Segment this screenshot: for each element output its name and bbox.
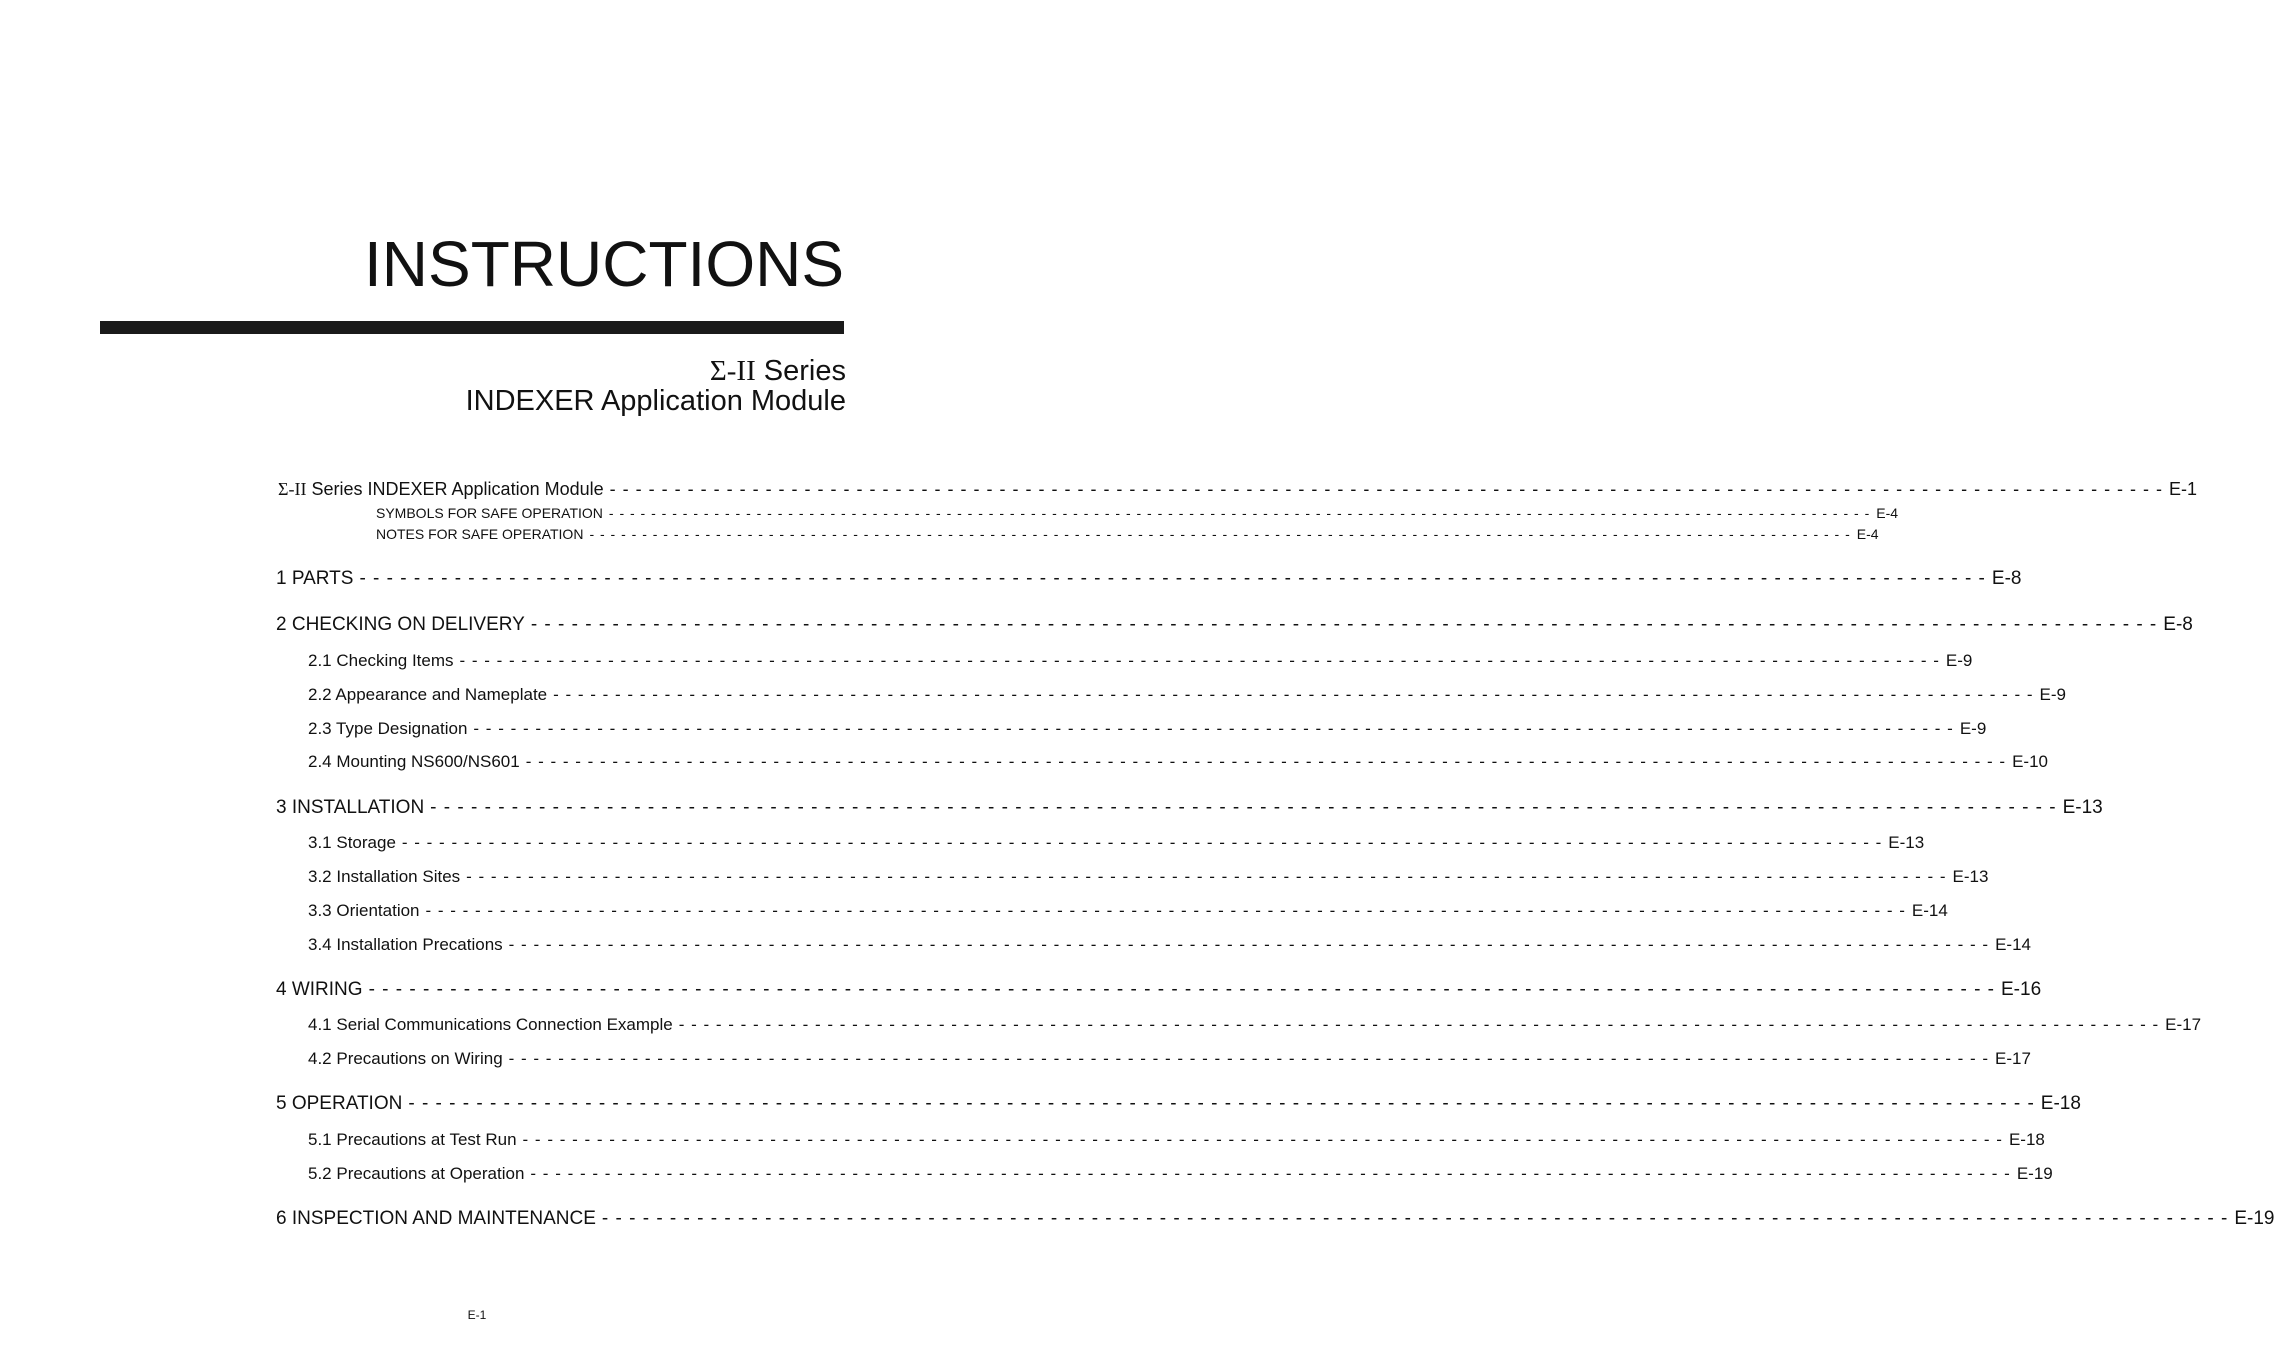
dot-leader: - - - - - - - - - - - - - - - - - - - - - - - - - - - - - - - - - - - - - - - - - - - - - - - - - - - - - - - - - - - - - - - - - - - - - - - - - - - - - - - - - - - - - - - - - - - - - - - - - - - - - - - - - - - - - - - - - - - - - - - - [508, 935, 1990, 954]
page-footer-number: E-1 [467, 1308, 487, 1322]
toc-item-label: 3.4 Installation Precations [308, 935, 503, 954]
toc-section-4[interactable] [276, 979, 2042, 1001]
toc-item-4-2[interactable] [308, 1049, 2031, 1069]
toc-section-label: 5 OPERATION [276, 1093, 403, 1114]
title-rule [100, 321, 844, 334]
dot-leader: - - - - - - - - - - - - - - - - - - - - - - - - - - - - - - - - - - - - - - - - - - - - - - - - - - - - - - - - - - - - - - - - - - - - - - - - - - - - - - - - - - - - - - - - - - - - - - - - - - - - - - - - - - - - - - - - - - - - - - - - [608, 505, 1871, 521]
toc-page-number: E-17 [2165, 1015, 2202, 1034]
toc-page-number: E-13 [1952, 867, 1989, 886]
toc-section-2[interactable] [276, 614, 2193, 636]
toc-page-number: E-4 [1856, 526, 1879, 542]
toc-item-label: 4.2 Precautions on Wiring [308, 1049, 503, 1068]
toc-entry-text: Series INDEXER Application Module [311, 479, 604, 499]
toc-section-label: 2 CHECKING ON DELIVERY [276, 614, 525, 635]
subtitle [466, 356, 846, 416]
toc-page-number: E-17 [1995, 1049, 2031, 1068]
toc-entry-notes-safe-operation[interactable] [376, 526, 1879, 542]
dot-leader: - - - - - - - - - - - - - - - - - - - - - - - - - - - - - - - - - - - - - - - - - - - - - - - - - - - - - - - - - - - - - - - - - - - - - - - - - - - - - - - - - - - - - - - - - - - - - - - - - - - - - - - - - - - - - - - - - - - - - - - - [473, 719, 1954, 738]
toc-section-5[interactable] [276, 1093, 2081, 1115]
dot-leader: - - - - - - - - - - - - - - - - - - - - - - - - - - - - - - - - - - - - - - - - - - - - - - - - - - - - - - - - - - - - - - - - - - - - - - - - - - - - - - - - - - - - - - - - - - - - - - - - - - - - - - - - - - - - - - - - - - - - - - - - [401, 833, 1883, 852]
toc-section-label: 4 WIRING [276, 979, 363, 1000]
dot-leader: - - - - - - - - - - - - - - - - - - - - - - - - - - - - - - - - - - - - - - - - - - - - - - - - - - - - - - - - - - - - - - - - - - - - - - - - - - - - - - - - - - - - - - - - - - - - - - - - - - - - - - - - - - - - - - - - - - - - - - - - [508, 1049, 1990, 1068]
subtitle-line-2: INDEXER Application Module [465, 385, 846, 417]
toc-entry-label: NOTES FOR SAFE OPERATION [376, 526, 584, 542]
toc-item-2-3[interactable] [308, 719, 1987, 739]
toc-section-label: 1 PARTS [276, 568, 354, 589]
toc-item-2-1[interactable] [308, 651, 1973, 671]
toc-section-3[interactable] [276, 797, 2103, 819]
toc-item-label: 2.1 Checking Items [308, 651, 454, 670]
toc-item-label: 2.2 Appearance and Nameplate [308, 685, 548, 704]
toc-page-number: E-9 [1945, 651, 1973, 670]
dot-leader: - - - - - - - - - - - - - - - - - - - - - - - - - - - - - - - - - - - - - - - - - - - - - - - - - - - - - - - - - - - - - - - - - - - - - - - - - - - - - - - - - - - - - - - - - - - - - - - - - - - - - - - - - - - - - - - - - - - - - - - - [589, 526, 1851, 542]
dot-leader: - - - - - - - - - - - - - - - - - - - - - - - - - - - - - - - - - - - - - - - - - - - - - - - - - - - - - - - - - - - - - - - - - - - - - - - - - - - - - - - - - - - - - - - - - - - - - - - - - - - - - - - - - - - - - - - - - - - - - - - - [601, 1208, 2229, 1229]
toc-entry-symbols-safe-operation[interactable] [376, 505, 1899, 521]
toc-item-label: 3.2 Installation Sites [308, 867, 461, 886]
toc-item-3-4[interactable] [308, 935, 2031, 955]
toc-entry-label: SYMBOLS FOR SAFE OPERATION [376, 505, 603, 521]
toc-item-3-2[interactable] [308, 867, 1989, 887]
toc-item-5-1[interactable] [308, 1130, 2045, 1150]
dot-leader: - - - - - - - - - - - - - - - - - - - - - - - - - - - - - - - - - - - - - - - - - - - - - - - - - - - - - - - - - - - - - - - - - - - - - - - - - - - - - - - - - - - - - - - - - - - - - - - - - - - - - - - - - - - - - - - - - - - - - - - - [522, 1130, 2003, 1149]
dot-leader: - - - - - - - - - - - - - - - - - - - - - - - - - - - - - - - - - - - - - - - - - - - - - - - - - - - - - - - - - - - - - - - - - - - - - - - - - - - - - - - - - - - - - - - - - - - - - - - - - - - - - - - - - - - - - - - - - - - - - - - - [609, 479, 2164, 499]
toc-item-4-1[interactable] [308, 1015, 2202, 1035]
toc-item-3-3[interactable] [308, 901, 1948, 921]
dot-leader: - - - - - - - - - - - - - - - - - - - - - - - - - - - - - - - - - - - - - - - - - - - - - - - - - - - - - - - - - - - - - - - - - - - - - - - - - - - - - - - - - - - - - - - - - - - - - - - - - - - - - - - - - - - - - - - - - - - - - - - - [525, 752, 2007, 771]
dot-leader: - - - - - - - - - - - - - - - - - - - - - - - - - - - - - - - - - - - - - - - - - - - - - - - - - - - - - - - - - - - - - - - - - - - - - - - - - - - - - - - - - - - - - - - - - - - - - - - - - - - - - - - - - - - - - - - - - - - - - - - - [408, 1093, 2035, 1114]
toc-page-number: E-19 [2234, 1208, 2274, 1229]
toc-item-label: 3.1 Storage [308, 833, 396, 852]
page-title: INSTRUCTIONS [364, 228, 844, 300]
toc-section-6[interactable] [276, 1208, 2274, 1230]
toc-item-label: 4.1 Serial Communications Connection Example [308, 1015, 673, 1034]
dot-leader: - - - - - - - - - - - - - - - - - - - - - - - - - - - - - - - - - - - - - - - - - - - - - - - - - - - - - - - - - - - - - - - - - - - - - - - - - - - - - - - - - - - - - - - - - - - - - - - - - - - - - - - - - - - - - - - - - - - - - - - - [530, 1164, 2011, 1183]
toc-page-number: E-16 [2001, 979, 2042, 1000]
toc-section-label: 6 INSPECTION AND MAINTENANCE [276, 1208, 596, 1229]
toc-section-1[interactable] [276, 568, 2022, 590]
toc-item-2-4[interactable] [308, 752, 2049, 772]
toc-page-number: E-9 [2039, 685, 2066, 704]
toc-item-5-2[interactable] [308, 1164, 2053, 1184]
dot-leader: - - - - - - - - - - - - - - - - - - - - - - - - - - - - - - - - - - - - - - - - - - - - - - - - - - - - - - - - - - - - - - - - - - - - - - - - - - - - - - - - - - - - - - - - - - - - - - - - - - - - - - - - - - - - - - - - - - - - - - - - [553, 685, 2034, 704]
toc-entry-intro[interactable] [278, 479, 2198, 500]
toc-page-number: E-9 [1959, 719, 1987, 738]
toc-page-number: E-14 [1995, 935, 2031, 954]
toc-page-number: E-13 [1888, 833, 1925, 852]
toc-entry-label [278, 479, 604, 500]
dot-leader: - - - - - - - - - - - - - - - - - - - - - - - - - - - - - - - - - - - - - - - - - - - - - - - - - - - - - - - - - - - - - - - - - - - - - - - - - - - - - - - - - - - - - - - - - - - - - - - - - - - - - - - - - - - - - - - - - - - - - - - - [368, 979, 1995, 1000]
sigma-ii-symbol: Σ-II [709, 355, 756, 387]
toc-item-label: 2.4 Mounting NS600/NS601 [308, 752, 520, 771]
dot-leader: - - - - - - - - - - - - - - - - - - - - - - - - - - - - - - - - - - - - - - - - - - - - - - - - - - - - - - - - - - - - - - - - - - - - - - - - - - - - - - - - - - - - - - - - - - - - - - - - - - - - - - - - - - - - - - - - - - - - - - - - [425, 901, 1906, 920]
toc-item-label: 5.1 Precautions at Test Run [308, 1130, 517, 1149]
dot-leader: - - - - - - - - - - - - - - - - - - - - - - - - - - - - - - - - - - - - - - - - - - - - - - - - - - - - - - - - - - - - - - - - - - - - - - - - - - - - - - - - - - - - - - - - - - - - - - - - - - - - - - - - - - - - - - - - - - - - - - - - [466, 867, 1947, 886]
toc-item-label: 3.3 Orientation [308, 901, 420, 920]
toc-item-2-2[interactable] [308, 685, 2066, 705]
dot-leader: - - - - - - - - - - - - - - - - - - - - - - - - - - - - - - - - - - - - - - - - - - - - - - - - - - - - - - - - - - - - - - - - - - - - - - - - - - - - - - - - - - - - - - - - - - - - - - - - - - - - - - - - - - - - - - - - - - - - - - - - [430, 797, 2057, 818]
toc-item-3-1[interactable] [308, 833, 1925, 853]
toc-page-number: E-10 [2012, 752, 2049, 771]
subtitle-series-word: Series [763, 355, 846, 387]
toc-page-number: E-4 [1876, 505, 1899, 521]
toc-page-number: E-18 [2040, 1093, 2081, 1114]
toc-page-number: E-18 [2008, 1130, 2045, 1149]
toc-page-number: E-8 [1991, 568, 2022, 589]
dot-leader: - - - - - - - - - - - - - - - - - - - - - - - - - - - - - - - - - - - - - - - - - - - - - - - - - - - - - - - - - - - - - - - - - - - - - - - - - - - - - - - - - - - - - - - - - - - - - - - - - - - - - - - - - - - - - - - - - - - - - - - - [678, 1015, 2160, 1034]
toc-page-number: E-8 [2163, 614, 2193, 635]
toc-item-label: 5.2 Precautions at Operation [308, 1164, 525, 1183]
dot-leader: - - - - - - - - - - - - - - - - - - - - - - - - - - - - - - - - - - - - - - - - - - - - - - - - - - - - - - - - - - - - - - - - - - - - - - - - - - - - - - - - - - - - - - - - - - - - - - - - - - - - - - - - - - - - - - - - - - - - - - - - [459, 651, 1940, 670]
subtitle-line-1 [466, 356, 846, 386]
toc-page-number: E-13 [2062, 797, 2103, 818]
dot-leader: - - - - - - - - - - - - - - - - - - - - - - - - - - - - - - - - - - - - - - - - - - - - - - - - - - - - - - - - - - - - - - - - - - - - - - - - - - - - - - - - - - - - - - - - - - - - - - - - - - - - - - - - - - - - - - - - - - - - - - - - [359, 568, 1986, 589]
toc-page-number: E-19 [2016, 1164, 2053, 1183]
dot-leader: - - - - - - - - - - - - - - - - - - - - - - - - - - - - - - - - - - - - - - - - - - - - - - - - - - - - - - - - - - - - - - - - - - - - - - - - - - - - - - - - - - - - - - - - - - - - - - - - - - - - - - - - - - - - - - - - - - - - - - - - [530, 614, 2158, 635]
toc-page-number: E-1 [2169, 479, 2198, 499]
sigma-ii-symbol: Σ-II [278, 479, 307, 499]
toc-item-label: 2.3 Type Designation [308, 719, 468, 738]
toc-page-number: E-14 [1911, 901, 1948, 920]
toc-section-label: 3 INSTALLATION [276, 797, 425, 818]
